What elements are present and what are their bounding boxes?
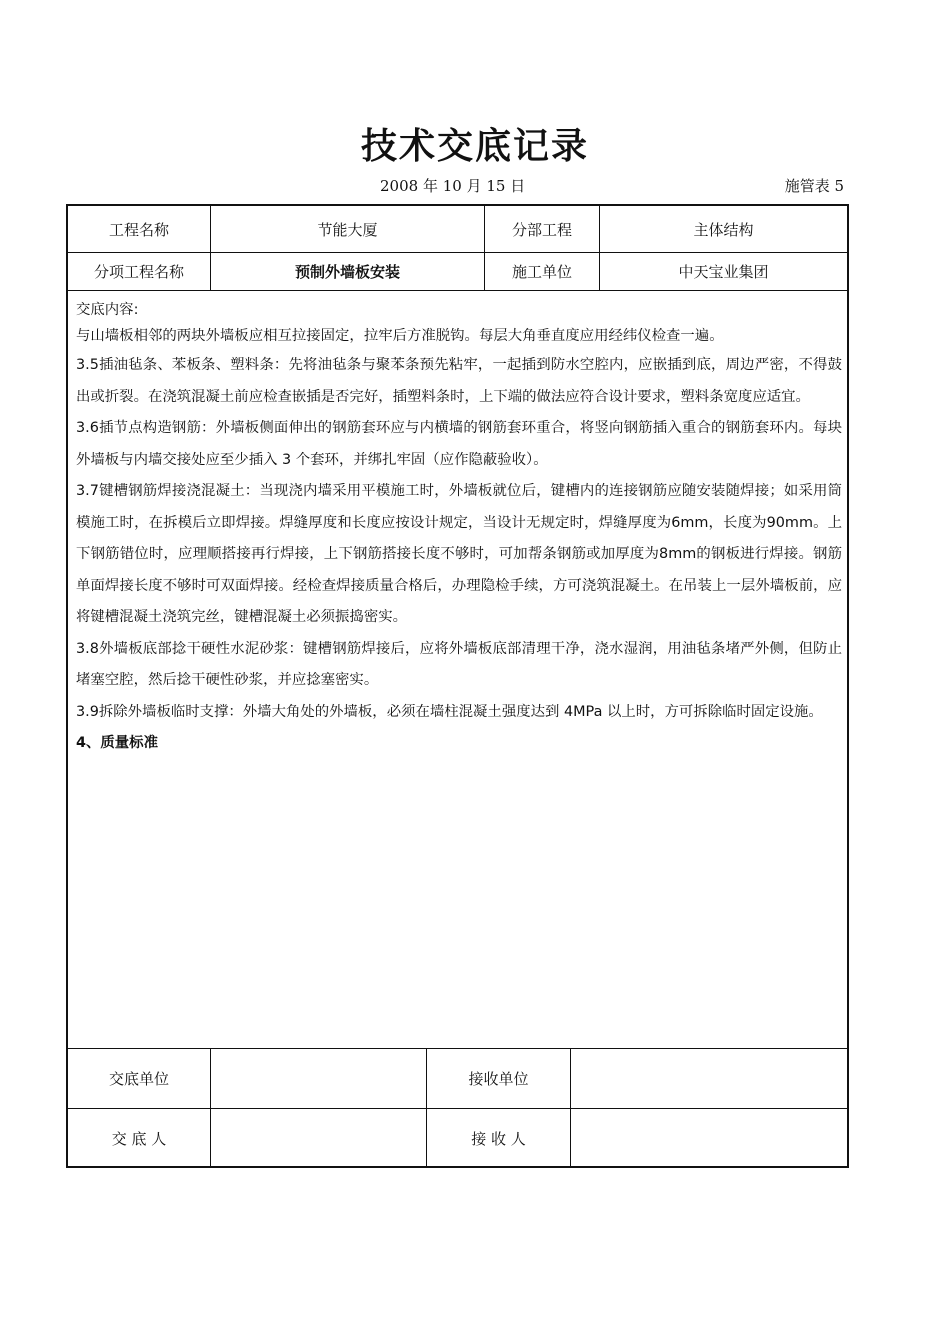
content-paragraph: 3.5插油毡条、苯板条、塑料条：先将油毡条与聚苯条预先粘牢，一起插到防水空腔内，应嵌插到底，周边严密，不得鼓出或折裂。在浇筑混凝土前应检查嵌插是否完好，插塑料条时，上下端的做法应符合设计要求，塑料条宽度应适宜。 (76, 357, 842, 405)
contractor-value: 中天宝业集团 (678, 263, 769, 281)
handover-person-value[interactable] (211, 1109, 426, 1167)
record-table (66, 204, 849, 1168)
contractor-label: 施工单位 (511, 263, 572, 281)
receiver-value[interactable] (571, 1109, 847, 1167)
subitem-label: 分项工程名称 (93, 263, 184, 281)
content-label: 交底内容: (76, 302, 139, 318)
receiving-unit-value[interactable] (571, 1049, 847, 1108)
receiving-unit-label: 接收单位 (468, 1070, 529, 1088)
content-paragraph: 3.7键槽钢筋焊接浇混凝土：当现浇内墙采用平模施工时，外墙板就位后，键槽内的连接钢筋应随安装随焊接；如采用筒模施工时，在拆模后立即焊接。焊缝厚度和长度应按设计规定，当设计无规定时，焊缝厚度为6mm，长度为90mm。上下钢筋错位时，应理顺搭接再行焊接，上下钢筋搭接长度不够时，可加帮条钢筋或加厚度为8mm的钢板进行焊接。钢筋单面焊接长度不够时可双面焊接。经检查焊接质量合格后，办理隐检手续，方可浇筑混凝土。在吊装上一层外墙板前，应将键槽混凝土浇筑完丝，键槽混凝土必须振捣密实。 (76, 483, 842, 625)
content-paragraph: 与山墙板相邻的两块外墙板应相互拉接固定，拉牢后方准脱钩。每层大角垂直度应用经纬仪检查一遍。 (76, 328, 724, 344)
project-name-label: 工程名称 (108, 220, 169, 239)
handover-unit-label: 交底单位 (108, 1070, 169, 1088)
form-code: 施管表 5 (784, 177, 844, 195)
handover-person-label: 交 底 人 (111, 1129, 167, 1148)
row-divider (68, 290, 847, 291)
division-label: 分部工程 (511, 220, 572, 239)
project-name-value: 节能大厦 (317, 220, 378, 239)
document-title: 技术交底记录 (360, 126, 589, 167)
handover-unit-value[interactable] (211, 1049, 426, 1108)
section-heading: 4、质量标准 (76, 735, 158, 751)
record-date: 2008 年 10 月 15 日 (380, 177, 526, 195)
content-paragraph: 3.9拆除外墙板临时支撑：外墙大角处的外墙板，必须在墙柱混凝土强度达到 4MPa 以上时，方可拆除临时固定设施。 (76, 703, 823, 720)
content-paragraph: 3.6插节点构造钢筋：外墙板侧面伸出的钢筋套环应与内横墙的钢筋套环重合，将竖向钢筋插入重合的钢筋套环内。每块外墙板与内墙交接处应至少插入 3 个套环，并绑扎牢固（应作隐蔽验收）。 (76, 420, 842, 468)
division-value: 主体结构 (693, 220, 754, 239)
handover-content (76, 292, 842, 760)
content-paragraph: 3.8外墙板底部捻干硬性水泥砂浆：键槽钢筋焊接后，应将外墙板底部清理干净，浇水湿润，用油毡条堵严外侧，但防止堵塞空腔，然后捻干硬性砂浆，并应捻塞密实。 (76, 640, 842, 688)
receiver-label: 接 收 人 (471, 1129, 526, 1148)
subitem-value: 预制外墙板安装 (294, 263, 400, 281)
